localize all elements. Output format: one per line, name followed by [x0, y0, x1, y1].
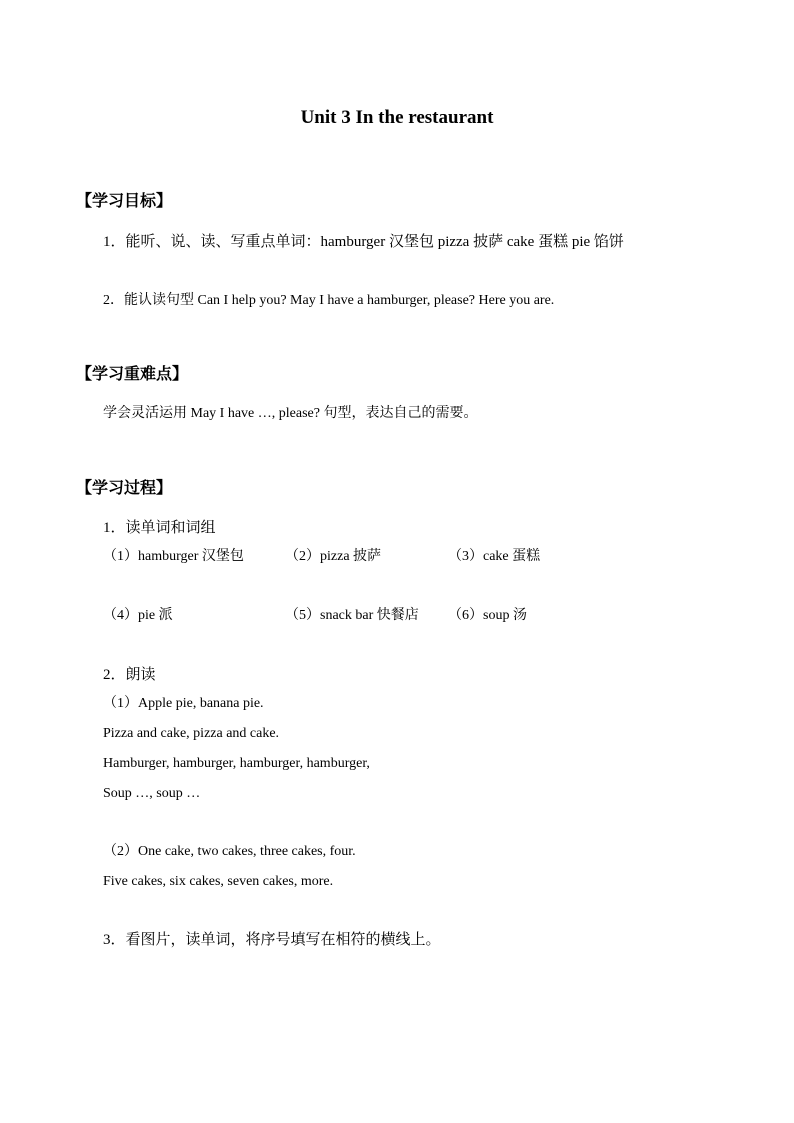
word-item: （5）snack bar 快餐店	[285, 608, 419, 623]
reading-line: Five cakes, six cakes, seven cakes, more.	[103, 874, 334, 889]
key-points-heading: 【学习重难点】	[76, 366, 189, 383]
reading-line: Pizza and cake, pizza and cake.	[103, 726, 280, 741]
objective-item-1: 1．能听、说、读、写重点单词：hamburger 汉堡包 pizza 披萨 cake 蛋糕 pie 馅饼	[103, 234, 624, 250]
step3-title: 3．看图片，读单词，将序号填写在相符的横线上。	[103, 932, 441, 948]
reading-line: Hamburger, hamburger, hamburger, hamburger,	[103, 756, 370, 771]
word-item: （2）pizza 披萨	[285, 549, 382, 564]
word-item: （6）soup 汤	[448, 608, 527, 623]
reading-line: （2）One cake, two cakes, three cakes, four.	[103, 844, 356, 859]
objectives-heading: 【学习目标】	[76, 193, 173, 210]
word-item: （1）hamburger 汉堡包	[103, 549, 244, 564]
objective-item-2: 2．能认读句型 Can I help you? May I have a hamburger, please? Here you are.	[103, 293, 555, 308]
reading-line: Soup …, soup …	[103, 786, 201, 801]
key-points-text: 学会灵活运用 May I have …, please? 句型，表达自己的需要。	[103, 406, 478, 421]
word-item: （3）cake 蛋糕	[448, 549, 541, 564]
step2-title: 2．朗读	[103, 667, 156, 683]
reading-line: （1）Apple pie, banana pie.	[103, 696, 264, 711]
process-heading: 【学习过程】	[76, 480, 173, 497]
word-item: （4）pie 派	[103, 608, 173, 623]
document-title: Unit 3 In the restaurant	[300, 107, 494, 128]
step1-title: 1．读单词和词组	[103, 520, 216, 536]
